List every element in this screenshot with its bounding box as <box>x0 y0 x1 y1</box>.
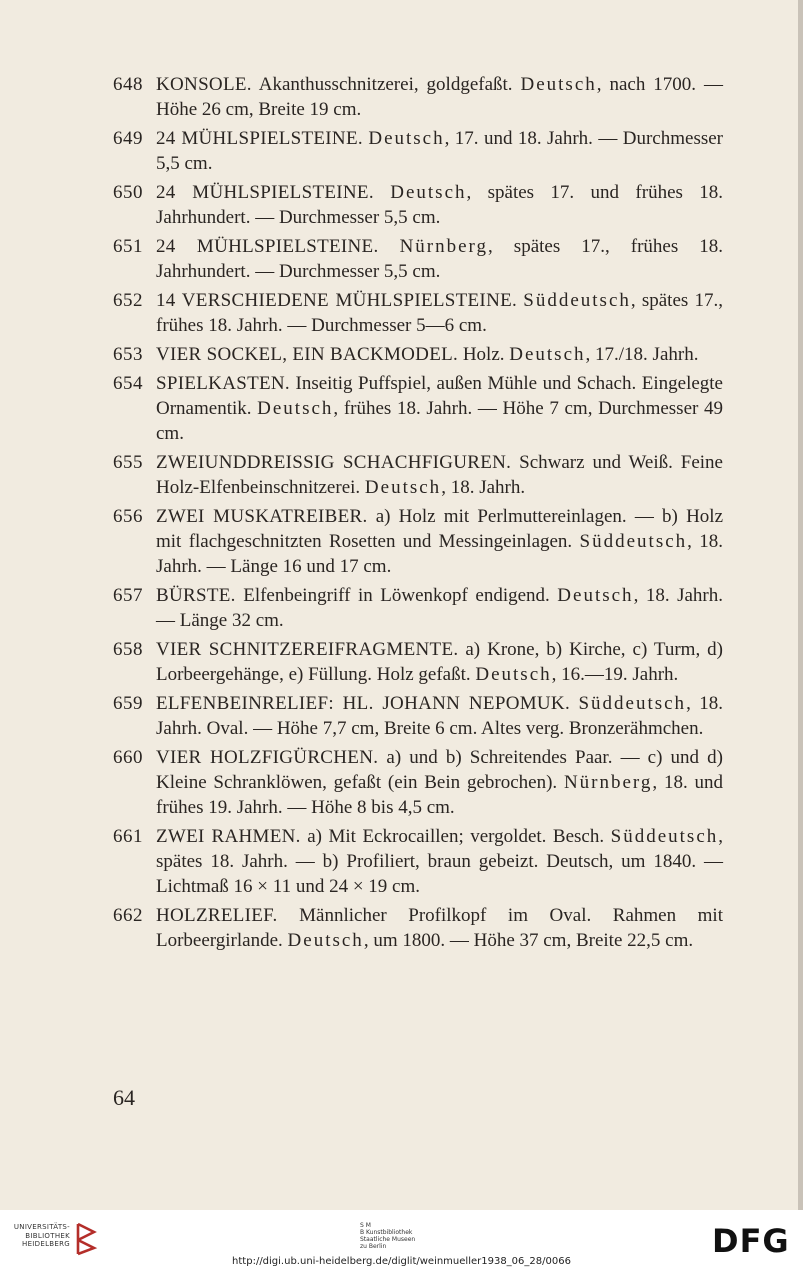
entry-description: Inseitig Puffspiel, außen Mühle und Schach. Eingelegte Ornamentik. <box>156 373 723 419</box>
entry-text <box>156 903 723 953</box>
entry-origin: Süddeutsch <box>578 693 687 714</box>
heidelberg-library-logo-icon[interactable] <box>74 1222 98 1256</box>
entry-details: , spätes 17., frühes 18. Jahrhundert. — Durchmesser 5,5 cm. <box>156 236 724 282</box>
entry-description: Holz. <box>458 344 510 365</box>
entry-number: 651 <box>113 236 143 257</box>
catalog-entry <box>113 637 723 687</box>
entry-title: 24 MÜHLSPIELSTEINE. <box>156 182 374 203</box>
entry-text <box>156 450 723 500</box>
dfg-logo-text: DFG <box>712 1225 790 1255</box>
entry-number: 654 <box>113 373 143 394</box>
entry-title: ZWEI RAHMEN. <box>156 826 301 847</box>
page-number: 64 <box>113 1085 135 1110</box>
entry-details: , nach 1700. — Höhe 26 cm, Breite 19 cm. <box>156 74 723 120</box>
catalog-entry <box>113 288 723 338</box>
entry-details: , spätes 18. Jahrh. — b) Profiliert, braun gebeizt. Deutsch, um 1840. — Lichtmaß 16 × 11 und 24 × 19 cm. <box>156 826 723 897</box>
catalog-entry <box>113 450 723 500</box>
entry-origin: Deutsch <box>520 74 597 95</box>
entry-title: KONSOLE. <box>156 74 252 95</box>
entry-origin: Deutsch <box>368 128 445 149</box>
catalog-entry <box>113 691 723 741</box>
entry-title: VIER SCHNITZEREIFRAGMENTE. <box>156 639 459 660</box>
entry-text <box>156 234 723 284</box>
entry-description: Männlicher Profilkopf im Oval. Rahmen mit Lorbeergirlande. <box>156 905 723 951</box>
entry-details: , 18. Jahrh. — Länge 32 cm. <box>156 585 723 631</box>
entry-number: 662 <box>113 905 143 926</box>
entry-title: VIER SOCKEL, EIN BACKMODEL. <box>156 344 459 365</box>
entry-number: 655 <box>113 452 143 473</box>
entry-title: ZWEI MUSKATREIBER. <box>156 506 368 527</box>
entry-text <box>156 504 723 579</box>
entry-details: , 18. Jahrh. Oval. — Höhe 7,7 cm, Breite 6 cm. Altes verg. Bronzerähmchen. <box>156 693 724 739</box>
entry-number: 649 <box>113 128 143 149</box>
catalog-entry <box>113 180 723 230</box>
catalog-entry <box>113 745 723 820</box>
entry-origin: Süddeutsch <box>610 826 719 847</box>
entry-title: 24 MÜHLSPIELSTEINE. <box>156 236 379 257</box>
entry-text <box>156 371 723 446</box>
entry-number: 656 <box>113 506 143 527</box>
entry-origin: Deutsch <box>287 930 364 951</box>
entry-title: ZWEIUNDDREISSIG SCHACHFIGUREN. <box>156 452 512 473</box>
entry-number: 648 <box>113 74 143 95</box>
entry-origin: Deutsch <box>475 664 552 685</box>
entry-text <box>156 180 723 230</box>
catalog-entry <box>113 371 723 446</box>
entry-description: a) Mit Eckrocaillen; vergoldet. Besch. <box>300 826 611 847</box>
page-url-link[interactable]: http://digi.ub.uni-heidelberg.de/diglit/weinmueller1938_06_28/0066 <box>232 1256 571 1267</box>
page-edge-shadow <box>798 0 803 1210</box>
entry-title: ELFENBEINRELIEF: HL. JOHANN NEPOMUK. <box>156 693 570 714</box>
entry-title: 14 VERSCHIEDENE MÜHLSPIELSTEINE. <box>156 290 518 311</box>
entry-description: a) Holz mit Perlmuttereinlagen. — b) Holz mit flachgeschnitzten Rosetten und Messingeinlagen. <box>156 506 723 552</box>
entry-text <box>156 72 723 122</box>
entry-origin: Deutsch <box>257 398 334 419</box>
entry-number: 661 <box>113 826 143 847</box>
entry-description <box>379 236 400 257</box>
entry-description: a) und b) Schreitendes Paar. — c) und d) Kleine Schranklöwen, gefaßt (ein Bein gebrochen). <box>156 747 723 793</box>
entry-description: Schwarz und Weiß. Feine Holz-Elfenbeinschnitzerei. <box>156 452 723 498</box>
entry-number: 653 <box>113 344 143 365</box>
entry-origin: Süddeutsch <box>579 531 688 552</box>
entry-title: BÜRSTE. <box>156 585 236 606</box>
catalog-entry <box>113 234 723 284</box>
entry-origin: Nürnberg <box>563 772 653 793</box>
museum-label[interactable]: S M B Kunstbibliothek Staatliche Museen zu Berlin <box>360 1222 416 1250</box>
entry-number: 652 <box>113 290 143 311</box>
entry-text <box>156 637 723 687</box>
entry-details: , spätes 17. und frühes 18. Jahrhundert. — Durchmesser 5,5 cm. <box>156 182 724 228</box>
entry-details: , 16.—19. Jahrh. <box>551 664 679 685</box>
catalog-entry-list <box>113 72 723 953</box>
entry-title: 24 MÜHLSPIELSTEINE. <box>156 128 363 149</box>
entry-details: , 17. und 18. Jahrh. — Durchmesser 5,5 cm. <box>156 128 724 174</box>
entry-details: , 17./18. Jahrh. <box>585 344 699 365</box>
entry-title: VIER HOLZFIGÜRCHEN. <box>156 747 379 768</box>
entry-details: , um 1800. — Höhe 37 cm, Breite 22,5 cm. <box>363 930 694 951</box>
catalog-entry <box>113 824 723 899</box>
entry-number: 657 <box>113 585 143 606</box>
entry-origin: Deutsch <box>509 344 586 365</box>
entry-description: a) Krone, b) Kirche, c) Turm, d) Lorbeergehänge, e) Füllung. Holz gefaßt. <box>156 639 723 685</box>
entry-text <box>156 126 723 176</box>
entry-description <box>374 182 390 203</box>
university-library-label[interactable]: UNIVERSITÄTS- BIBLIOTHEK HEIDELBERG <box>13 1223 70 1248</box>
entry-text <box>156 583 723 633</box>
entry-number: 650 <box>113 182 143 203</box>
entry-text <box>156 288 723 338</box>
catalog-entry <box>113 72 723 122</box>
entry-origin: Deutsch <box>557 585 634 606</box>
entry-text <box>156 342 723 367</box>
catalog-entry <box>113 504 723 579</box>
entry-details: , 18. Jahrh. — Länge 16 und 17 cm. <box>156 531 724 577</box>
entry-text <box>156 745 723 820</box>
entry-details: , 18. Jahrh. <box>441 477 526 498</box>
entry-details: , 18. und frühes 19. Jahrh. — Höhe 8 bis 4,5 cm. <box>156 772 723 818</box>
entry-details: , frühes 18. Jahrh. — Höhe 7 cm, Durchmesser 49 cm. <box>156 398 723 444</box>
entry-details: , spätes 17., frühes 18. Jahrh. — Durchmesser 5—6 cm. <box>156 290 723 336</box>
entry-number: 658 <box>113 639 143 660</box>
catalog-entry <box>113 903 723 953</box>
entry-text <box>156 691 723 741</box>
catalog-entry <box>113 583 723 633</box>
entry-title: SPIELKASTEN. <box>156 373 290 394</box>
entry-number: 660 <box>113 747 143 768</box>
entry-origin: Süddeutsch <box>523 290 631 311</box>
dfg-logo-icon[interactable] <box>712 1225 794 1255</box>
entry-description: Elfenbeingriff in Löwenkopf endigend. <box>235 585 558 606</box>
catalog-entry <box>113 342 723 367</box>
entry-origin: Deutsch <box>390 182 467 203</box>
entry-origin: Deutsch <box>364 477 442 498</box>
entry-title: HOLZRELIEF. <box>156 905 278 926</box>
entry-description: Akanthusschnitzerei, goldgefaßt. <box>251 74 521 95</box>
entry-number: 659 <box>113 693 143 714</box>
entry-text <box>156 824 723 899</box>
entry-origin: Nürnberg <box>399 236 489 257</box>
catalog-entry <box>113 126 723 176</box>
